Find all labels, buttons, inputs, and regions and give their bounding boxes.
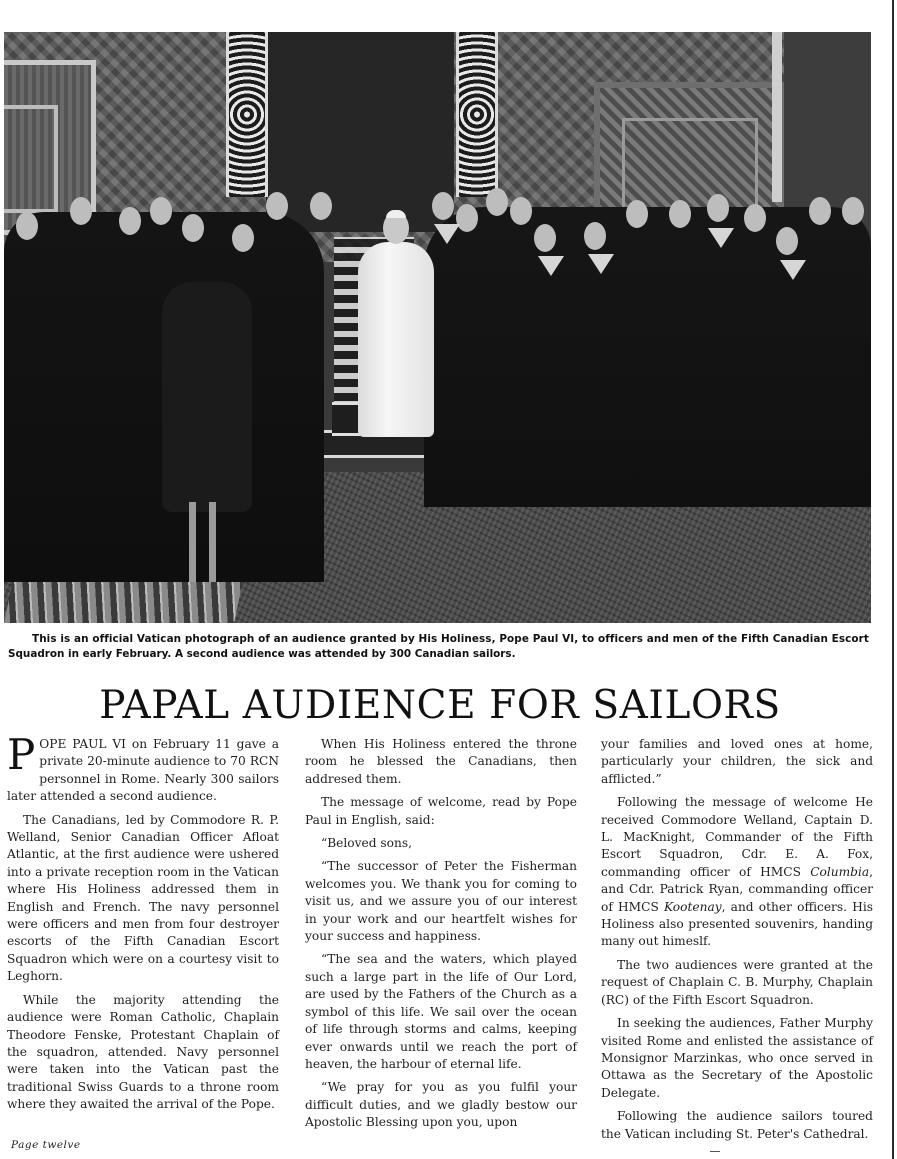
face [707,194,729,222]
paragraph: your families and loved ones at home, particularly your children, the sick and afflicted.” [601,737,873,786]
ornamental-pillar-left [226,32,268,197]
article-headline: PAPAL AUDIENCE FOR SAILORS [99,683,781,728]
face [809,197,831,225]
face [432,192,454,220]
page-number: Page twelve [11,1139,81,1151]
face [456,204,478,232]
paragraph-text: , and other officers. His Holiness also presented souvenirs, handing many out himeslf. [601,899,873,949]
paragraph: “We pray for you as you fulfil your difficult duties, and we gladly bestow our Apostolic Blessing upon you, upon [305,1080,577,1130]
face [266,192,288,220]
face [669,200,691,228]
face [16,212,38,240]
paragraph: When His Holiness entered the throne room he blessed the Canadians, then addresed them. [305,737,577,786]
face [776,227,798,255]
wall-trim [772,32,782,202]
paragraph-text: OPE PAUL VI on February 11 gave a private 20-minute audience to 70 RCN personnel in Rome. Nearly 300 sailors later attended a second audience. [7,737,279,804]
face [119,207,141,235]
page-edge [892,0,894,1159]
ship-name: Columbia [810,864,870,879]
figure-legs [189,502,196,582]
pope-figure [358,242,434,437]
paragraph: While the majority attending the audience were Roman Catholic, Chaplain Theodore Fenske, Protestant Chaplain of the squadron, attended. Navy personnel were taken into the Vatican past the traditional Swiss Guards to a throne room where they awaited the arrival of the Pope. [7,992,279,1112]
dark-doorway [266,32,454,232]
caption-line-1: This is an official Vatican photograph of an audience granted by His Holiness, Pope Paul VI, to officers and men of the Fifth Canadian Escort [32,633,869,645]
paragraph-reception [601,794,873,951]
paragraph-text: Following the message of welcome He received Commodore Welland, Captain D. L. MacKnight, Commander of the Fifth Escort Squadron, Cdr. E. A. Fox, commanding officer of HMCS [601,795,873,879]
paragraph-text: , and Cdr. Patrick Ryan, commanding officer of HMCS [601,864,873,914]
paragraph: “Beloved sons, [321,836,412,851]
face [744,204,766,232]
paragraph: “The successor of Peter the Fisherman welcomes you. We thank you for coming to visit us, and we assure you of our interest in your work and our heartfelt wishes for your success and happiness. [305,859,577,944]
sailors-group-right [424,207,871,507]
face [150,197,172,225]
ship-name: Kootenay [664,899,722,914]
face [842,197,864,225]
face [70,197,92,225]
face [584,222,606,250]
ornamental-pillar-right [456,32,498,197]
paragraph: The message of welcome, read by Pope Paul in English, said: [305,795,577,827]
face [232,224,254,252]
paragraph: The two audiences were granted at the request of Chaplain C. B. Murphy, Chaplain (RC) of the Fifth Escort Squadron. [601,957,873,1007]
article-column-1 [7,730,279,1120]
paragraph: In seeking the audiences, Father Murphy visited Rome and enlisted the assistance of Monsignor Marzinkas, who once served in Ottawa as the Secretary of the Apostolic Delegate. [601,1016,873,1100]
face [626,200,648,228]
paragraph: The Canadians, led by Commodore R. P. Welland, Senior Canadian Officer Afloat Atlantic, at the first audience were ushered into a private reception room in the Vatican where His Holiness addressed them in English and French. The navy personnel were officers and men from four destroyer escorts of the Fifth Canadian Escort Squadron which were on a courtesy visit to Leghorn. [7,812,279,984]
face [182,214,204,242]
face [510,197,532,225]
caption-line-2: Squadron in early February. A second audience was attended by 300 Canadian sailors. [8,648,516,660]
paragraph: Following the audience sailors toured the Vatican including St. Peter's Cathedral. [601,1109,873,1141]
face [534,224,556,252]
article-column-3 [601,736,873,1149]
face [310,192,332,220]
paragraph: “The sea and the waters, which played such a large part in the life of Our Lord, are used by the Fathers of the Church as a symbol of this life. We sail over the ocean of life through storms and calms, keeping ever onwards until we reach the port of heaven, the harbour of eternal life. [305,952,577,1071]
figure-legs [209,502,216,582]
article-column-2 [305,736,577,1138]
woman-in-coat [162,282,252,512]
face [486,188,508,216]
page-mark [710,1151,720,1152]
lead-paragraph [7,730,279,806]
photo-caption [8,632,872,662]
zucchetto [386,210,406,218]
article-photo [4,32,871,623]
drop-cap: P [7,730,36,779]
